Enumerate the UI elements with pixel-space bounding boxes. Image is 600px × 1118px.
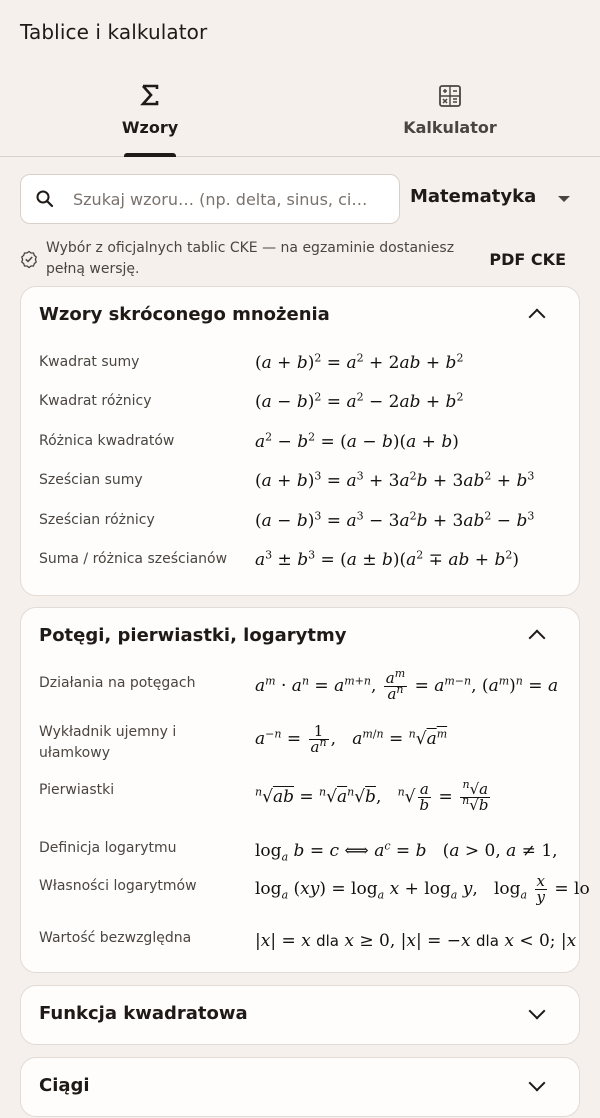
formula-label: Pierwiastki	[39, 782, 115, 798]
formula-label: Suma / różnica sześcianów	[39, 551, 228, 567]
formula-label: Wartość bezwzględna	[39, 930, 192, 946]
section-header[interactable]	[21, 608, 579, 664]
tab-bar	[0, 76, 600, 157]
search-input[interactable]	[20, 174, 400, 224]
pdf-cke-link[interactable]: PDF CKE	[489, 250, 566, 269]
subject-select-value: Matematyka	[410, 186, 537, 207]
formula-label: Wykładnik ujemny i ułamkowy	[39, 724, 177, 761]
section-card-ciagi	[20, 1057, 580, 1117]
section-header[interactable]	[21, 287, 579, 343]
formula-label: Sześcian różnicy	[39, 512, 155, 528]
chevron-down-icon	[529, 1075, 546, 1092]
notice-bar	[20, 238, 580, 282]
verified-icon	[20, 250, 38, 268]
formula-row	[21, 872, 590, 922]
formula: |x| = x dla x ≥ 0, |x| = −x dla x < 0; |x	[255, 931, 577, 951]
chevron-up-icon	[529, 309, 546, 326]
formula-label: Sześcian sumy	[39, 472, 143, 488]
formula-label: Różnica kwadratów	[39, 433, 175, 449]
tab-label: Wzory	[121, 118, 179, 137]
section-title: Potęgi, pierwiastki, logarytmy	[39, 625, 347, 646]
app-bar	[0, 0, 600, 66]
section-title: Ciągi	[39, 1075, 90, 1096]
section-card-skrocone-mnozenie	[20, 286, 580, 596]
search-placeholder: Szukaj wzoru… (np. delta, sinus, ci…	[73, 190, 368, 209]
formula: $(a + b)^2 = a^2 + 2ab + b^2$	[255, 351, 464, 373]
chevron-up-icon	[529, 630, 546, 647]
formula-label: Własności logarytmów	[39, 878, 197, 894]
formula: $\log_a (xy) = \log_a x + \log_a y$, $\log_a$ $\frac{x}{y}$ = lo	[255, 872, 590, 906]
formula: $(a - b)^3 = a^3 - 3a^2b + 3ab^2 - b^3$	[255, 509, 535, 531]
dropdown-caret-icon	[558, 196, 570, 202]
formula: $(a - b)^2 = a^2 - 2ab + b^2$	[255, 390, 464, 412]
section-title: Wzory skróconego mnożenia	[39, 304, 330, 325]
section-card-potegi	[20, 607, 590, 973]
formula: $\log_a b = c$ ⟺ $a^c = b$ (a > 0, a ≠ 1,	[255, 839, 558, 864]
chevron-down-icon	[529, 1003, 546, 1020]
formula: $^n√ab = ^n√a^n√b$, $^n$√ $\frac{a}{b}$ = $\frac{^n√a}{^n√b}$	[255, 778, 489, 814]
active-tab-indicator	[124, 153, 176, 157]
page-title: Tablice i kalkulator	[20, 20, 208, 44]
sigma-icon	[0, 84, 300, 111]
tab-label: Kalkulator	[403, 118, 497, 137]
section-card-funkcja-kwadratowa	[20, 985, 580, 1045]
search-row	[20, 174, 580, 224]
section-header[interactable]	[21, 1058, 579, 1114]
formula: $a^m \cdot a^n = a^{m+n}$, $\frac{a^m}{a^n}$ = $a^{m-n}$, $(a^m)^n = a$	[255, 667, 559, 703]
formula: $a^{-n}$ = $\frac{1}{a^n}$ , $a^{m/n} = ^n√a^m$	[255, 722, 448, 756]
section-header[interactable]	[21, 986, 579, 1042]
formula-label: Definicja logarytmu	[39, 840, 177, 856]
tab-kalkulator[interactable]	[300, 76, 600, 156]
search-icon	[35, 189, 55, 209]
formula-row	[21, 722, 579, 772]
notice-text: Wybór z oficjalnych tablic CKE — na egzaminie dostaniesz pełną wersję.	[46, 240, 455, 277]
formula: $(a + b)^3 = a^3 + 3a^2b + 3ab^2 + b^3$	[255, 469, 535, 491]
section-title: Funkcja kwadratowa	[39, 1003, 248, 1024]
formula: $a^3 \pm b^3 = (a \pm b)(a^2$ ∓ ab + $b^2$)	[255, 548, 519, 570]
formula-label: Działania na potęgach	[39, 675, 196, 691]
tab-wzory[interactable]	[0, 76, 300, 156]
formula-row	[21, 667, 579, 723]
calculator-icon	[300, 84, 600, 113]
formula-row	[21, 780, 579, 830]
formula-label: Kwadrat sumy	[39, 354, 140, 370]
formula: $a^2 - b^2 = (a - b)(a + b)$	[255, 430, 459, 452]
formula-label: Kwadrat różnicy	[39, 393, 152, 409]
